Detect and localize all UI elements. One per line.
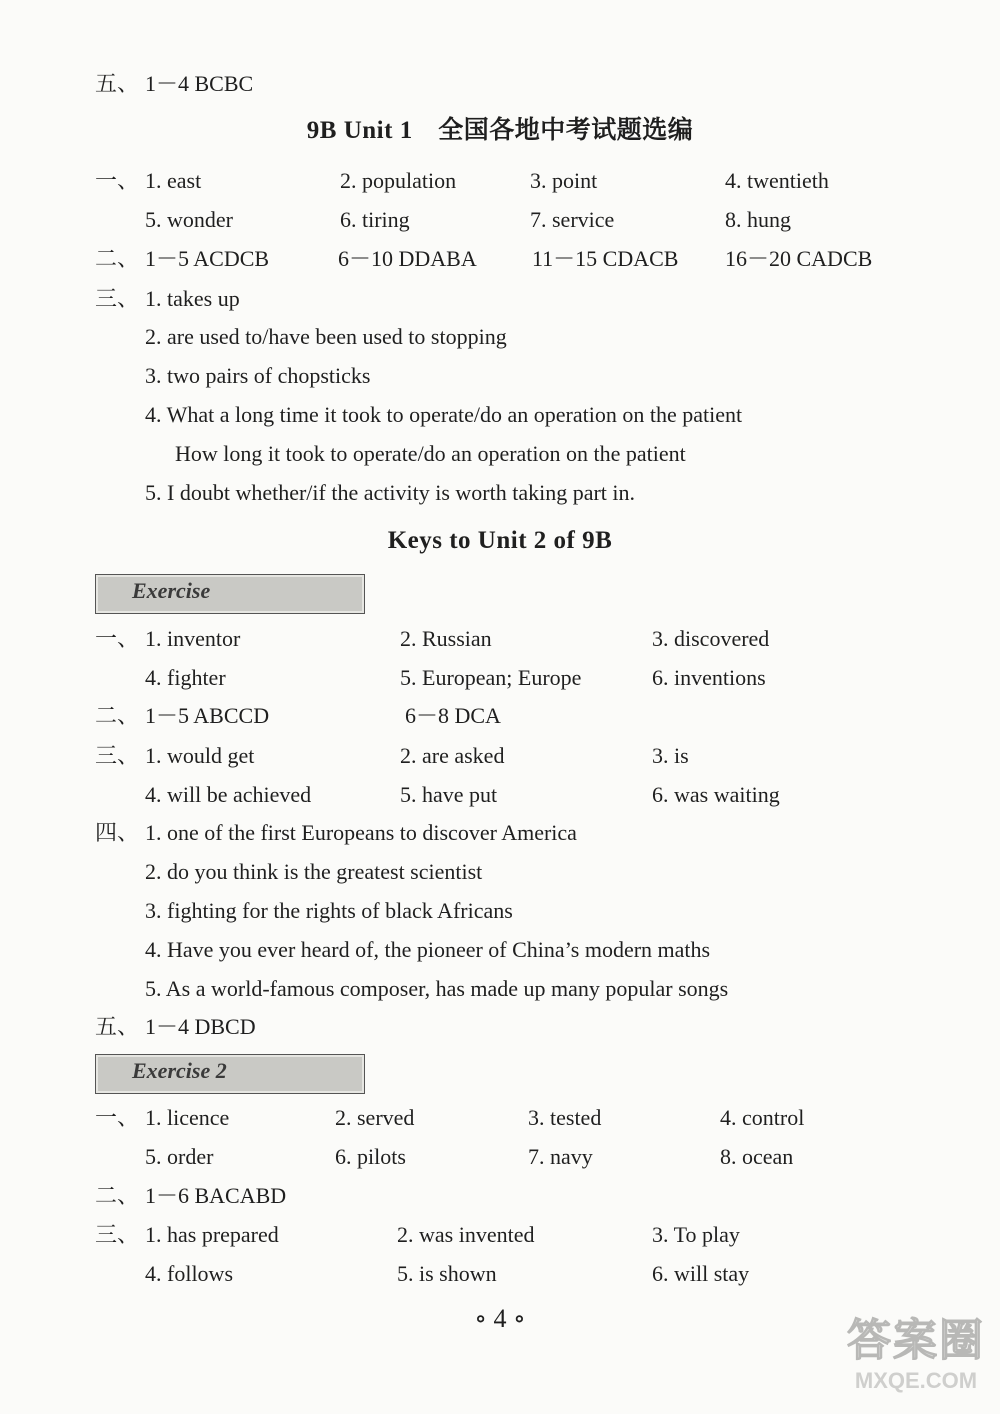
unit1-part2-answer: 1－5 ACDCB: [145, 246, 270, 271]
ex2-part1-answer: 6. pilots: [335, 1144, 406, 1169]
unit1-part1-answer: 3. point: [530, 168, 598, 193]
ex1-part3-answer: 3. is: [652, 743, 689, 768]
ex1-part1-answer: 1. inventor: [145, 626, 241, 651]
unit1-part1-label: 一、: [95, 168, 140, 193]
ex1-part4-answer: 3. fighting for the rights of black Africans: [145, 898, 513, 923]
ex1-part1-answer: 3. discovered: [652, 626, 770, 651]
ex1-part3-answer: 1. would get: [145, 743, 255, 768]
ex1-part1-answer: 6. inventions: [652, 665, 766, 690]
ex1-part2-answer: 6－8 DCA: [405, 703, 501, 728]
ex1-part4-label: 四、: [95, 820, 140, 845]
exercise1-label: Exercise: [132, 578, 211, 603]
ex1-part4-answer: 4. Have you ever heard of, the pioneer of China’s modern maths: [145, 937, 711, 962]
unit2-title: Keys to Unit 2 of 9B: [387, 527, 613, 554]
unit1-part3-answer: 4. What a long time it took to operate/do an operation on the patient: [145, 402, 743, 427]
unit1-part3-answer: 5. I doubt whether/if the activity is worth taking part in.: [145, 480, 636, 505]
unit1-title: 9B Unit 1 全国各地中考试题选编: [306, 117, 694, 144]
unit1-part1-answer: 6. tiring: [340, 207, 410, 232]
unit1-part3-answer-alt: How long it took to operate/do an operation on the patient: [175, 441, 686, 466]
ex2-part2-label: 二、: [95, 1183, 140, 1208]
unit1-part1-answer: 8. hung: [725, 207, 791, 232]
ex1-part3-answer: 2. are asked: [400, 743, 505, 768]
unit1-part3-answer: 2. are used to/have been used to stopping: [145, 324, 507, 349]
ex1-part4-answer: 1. one of the first Europeans to discover America: [145, 820, 577, 845]
ex1-part2-answer: 1－5 ABCCD: [145, 703, 270, 728]
unit1-part1-answer: 5. wonder: [145, 207, 233, 232]
unit1-part2-answer: 11－15 CDACB: [532, 246, 679, 271]
exercise2-label: Exercise 2: [132, 1058, 227, 1083]
ex2-part1-answer: 8. ocean: [720, 1144, 794, 1169]
ex1-part2-label: 二、: [95, 703, 140, 728]
unit1-part2-answer: 6－10 DDABA: [338, 246, 477, 271]
ex1-part1-answer: 5. European; Europe: [400, 665, 582, 690]
unit1-part1-answer: 1. east: [145, 168, 202, 193]
ex1-part1-label: 一、: [95, 626, 140, 651]
unit1-part1-answer: 4. twentieth: [725, 168, 829, 193]
ex1-part4-answer: 2. do you think is the greatest scientist: [145, 859, 483, 884]
ex2-part3-answer: 2. was invented: [397, 1222, 535, 1247]
ex2-part1-answer: 2. served: [335, 1105, 415, 1130]
ex2-part2-answer: 1－6 BACABD: [145, 1183, 287, 1208]
ex2-part3-answer: 5. is shown: [397, 1261, 497, 1286]
exercise1-label-box: [95, 574, 365, 614]
ex1-part1-answer: 4. fighter: [145, 665, 226, 690]
unit1-part1-answer: 2. population: [340, 168, 457, 193]
ex1-part3-label: 三、: [95, 743, 140, 768]
unit1-part2-answer: 16－20 CADCB: [725, 246, 873, 271]
ex2-part1-answer: 7. navy: [528, 1144, 593, 1169]
ex2-part1-answer: 3. tested: [528, 1105, 602, 1130]
ex2-part1-answer: 4. control: [720, 1105, 805, 1130]
ex1-part5-label: 五、: [95, 1014, 140, 1039]
unit1-part3-answer: 1. takes up: [145, 286, 240, 311]
ex2-part3-label: 三、: [95, 1222, 140, 1247]
unit1-part3-label: 三、: [95, 286, 140, 311]
ex2-part3-answer: 6. will stay: [652, 1261, 750, 1286]
exercise2-label-box: [95, 1054, 365, 1094]
ex1-part3-answer: 6. was waiting: [652, 782, 780, 807]
page-number: ∘ 4 ∘: [474, 1304, 526, 1333]
ex1-part1-answer: 2. Russian: [400, 626, 492, 651]
watermark-logo: [846, 1304, 986, 1408]
ex1-part3-answer: 4. will be achieved: [145, 782, 312, 807]
ex2-part3-answer: 4. follows: [145, 1261, 233, 1286]
ex2-part3-answer: 1. has prepared: [145, 1222, 279, 1247]
intro-answer: 1－4 BCBC: [145, 71, 254, 96]
watermark-url: MXQE.COM: [854, 1368, 978, 1393]
ex1-part5-answer: 1－4 DBCD: [145, 1014, 256, 1039]
unit1-part1-answer: 7. service: [530, 207, 615, 232]
watermark-glyphs: 答案圈: [847, 1316, 985, 1365]
ex2-part1-label: 一、: [95, 1105, 140, 1130]
intro-section-label: 五、: [95, 71, 140, 96]
unit1-part3-answer: 3. two pairs of chopsticks: [145, 363, 371, 388]
ex2-part1-answer: 1. licence: [145, 1105, 230, 1130]
ex1-part4-answer: 5. As a world-famous composer, has made up many popular songs: [145, 976, 729, 1001]
ex1-part3-answer: 5. have put: [400, 782, 498, 807]
ex2-part3-answer: 3. To play: [652, 1222, 740, 1247]
unit1-part2-label: 二、: [95, 246, 140, 271]
ex2-part1-answer: 5. order: [145, 1144, 214, 1169]
